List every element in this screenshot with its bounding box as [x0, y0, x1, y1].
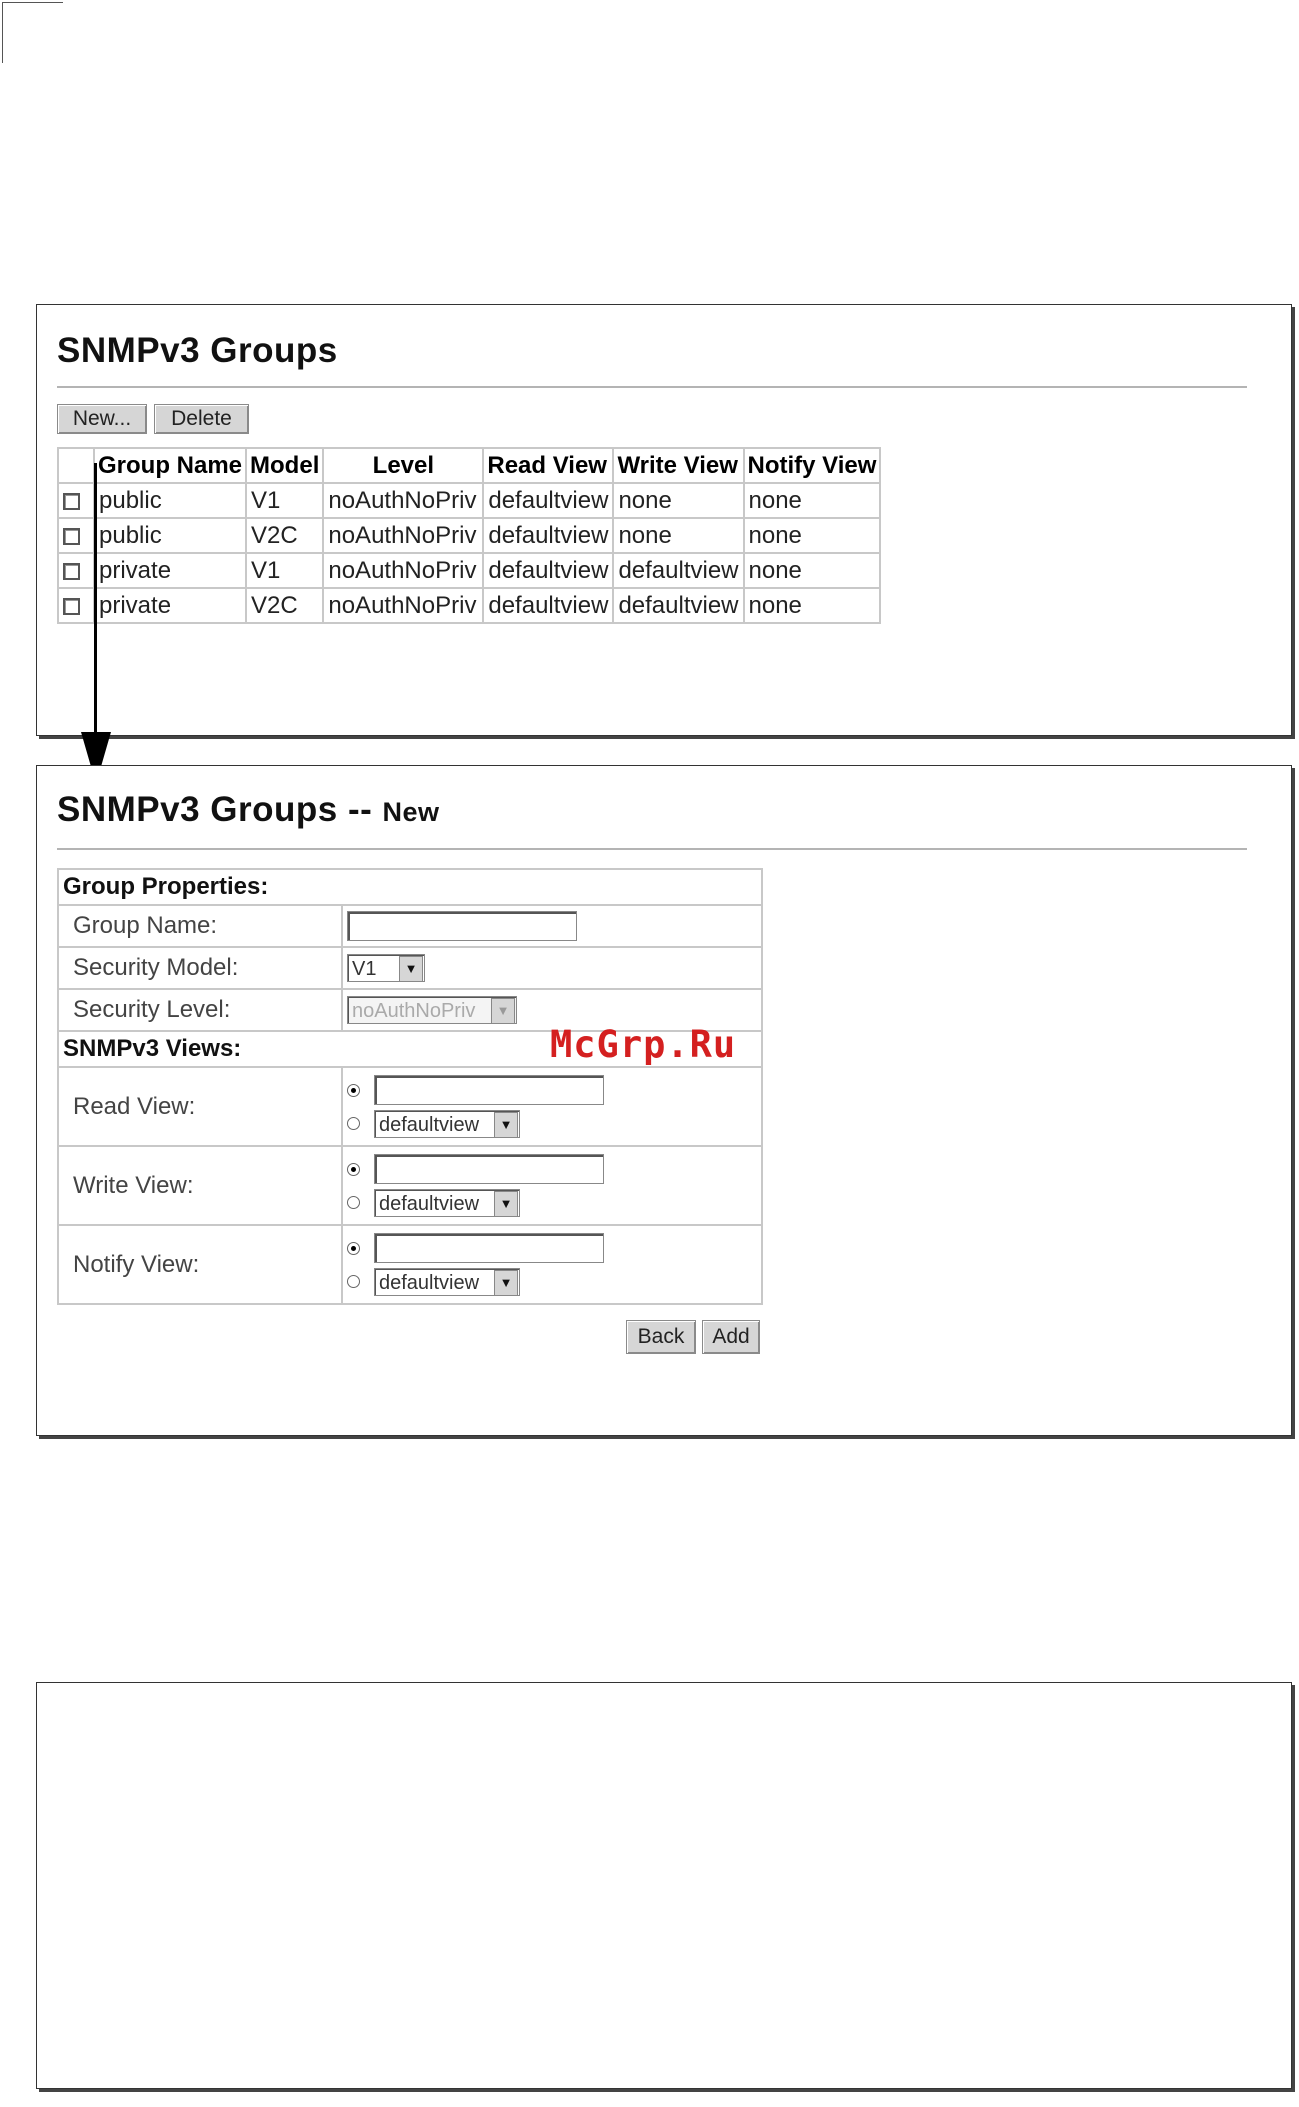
cell-model: V2C: [246, 518, 323, 553]
add-button[interactable]: Add: [702, 1320, 760, 1354]
read-view-custom-radio[interactable]: [347, 1084, 360, 1097]
cell-group-name: private: [94, 553, 246, 588]
chevron-down-icon[interactable]: ▼: [494, 1270, 518, 1296]
cell-level: noAuthNoPriv: [323, 483, 483, 518]
read-view-select[interactable]: [374, 1110, 520, 1138]
cell-level: noAuthNoPriv: [323, 518, 483, 553]
cell-level: noAuthNoPriv: [323, 553, 483, 588]
title-divider: [57, 386, 1247, 388]
table-row: [58, 553, 880, 588]
cell-level: noAuthNoPriv: [323, 588, 483, 623]
column-header-read-view: Read View: [483, 448, 613, 483]
security-model-label: Security Model:: [58, 947, 342, 989]
read-view-select-value: defaultview: [379, 1113, 480, 1136]
cell-group-name: public: [94, 518, 246, 553]
title-divider: [57, 848, 1247, 850]
empty-panel: [36, 1682, 1292, 2089]
cell-model: V1: [246, 553, 323, 588]
cell-write-view: defaultview: [613, 588, 743, 623]
write-view-select[interactable]: [374, 1189, 520, 1217]
column-header-notify-view: Notify View: [744, 448, 881, 483]
chevron-down-icon: ▼: [491, 998, 515, 1024]
new-page-title-main: SNMPv3 Groups --: [57, 790, 373, 829]
write-view-label: Write View:: [58, 1146, 342, 1225]
security-level-select: [347, 996, 517, 1024]
security-level-label: Security Level:: [58, 989, 342, 1031]
delete-button[interactable]: Delete: [154, 404, 249, 434]
cell-write-view: none: [613, 483, 743, 518]
notify-view-select[interactable]: [374, 1268, 520, 1296]
notify-view-list-radio[interactable]: [347, 1275, 360, 1288]
new-page-title-suffix: New: [382, 797, 440, 827]
read-view-input[interactable]: [374, 1075, 604, 1105]
row-select-checkbox[interactable]: [63, 598, 80, 615]
row-select-checkbox[interactable]: [63, 493, 80, 510]
column-header-group-name: Group Name: [94, 448, 246, 483]
chevron-down-icon[interactable]: ▼: [494, 1112, 518, 1138]
column-header-model: Model: [246, 448, 323, 483]
snmpv3-views-heading: SNMPv3 Views:: [58, 1031, 762, 1067]
table-row: [58, 518, 880, 553]
cell-read-view: defaultview: [483, 588, 613, 623]
notify-view-custom-radio[interactable]: [347, 1242, 360, 1255]
row-select-checkbox[interactable]: [63, 528, 80, 545]
groups-table: [57, 447, 881, 624]
snmpv3-groups-panel: [36, 304, 1292, 736]
cell-write-view: defaultview: [613, 553, 743, 588]
write-view-input[interactable]: [374, 1154, 604, 1184]
notify-view-label: Notify View:: [58, 1225, 342, 1304]
group-properties-heading: Group Properties:: [58, 869, 762, 905]
group-name-label: Group Name:: [58, 905, 342, 947]
write-view-select-value: defaultview: [379, 1192, 480, 1215]
cell-model: V1: [246, 483, 323, 518]
watermark-text: McGrp.Ru: [550, 1023, 737, 1066]
chevron-down-icon[interactable]: ▼: [399, 956, 423, 982]
cell-notify-view: none: [744, 518, 881, 553]
cell-group-name: private: [94, 588, 246, 623]
read-view-label: Read View:: [58, 1067, 342, 1146]
table-row: [58, 483, 880, 518]
table-row: [58, 588, 880, 623]
page-corner-mark: [2, 2, 63, 63]
cell-group-name: public: [94, 483, 246, 518]
security-level-value: noAuthNoPriv: [352, 1000, 476, 1023]
snmpv3-groups-new-panel: [36, 765, 1292, 1436]
chevron-down-icon[interactable]: ▼: [494, 1191, 518, 1217]
page-title: SNMPv3 Groups: [57, 331, 338, 370]
column-header-level: Level: [323, 448, 483, 483]
cell-notify-view: none: [744, 588, 881, 623]
cell-notify-view: none: [744, 553, 881, 588]
notify-view-select-value: defaultview: [379, 1271, 480, 1294]
cell-read-view: defaultview: [483, 483, 613, 518]
security-model-select[interactable]: [347, 954, 425, 982]
read-view-list-radio[interactable]: [347, 1117, 360, 1130]
row-select-checkbox[interactable]: [63, 563, 80, 580]
column-header-write-view: Write View: [613, 448, 743, 483]
new-page-title: [57, 790, 440, 830]
cell-model: V2C: [246, 588, 323, 623]
cell-notify-view: none: [744, 483, 881, 518]
group-form-table: [57, 868, 763, 1305]
group-name-input[interactable]: [347, 911, 577, 941]
back-button[interactable]: Back: [626, 1320, 696, 1354]
new-button[interactable]: New...: [57, 404, 147, 434]
cell-write-view: none: [613, 518, 743, 553]
cell-read-view: defaultview: [483, 553, 613, 588]
write-view-custom-radio[interactable]: [347, 1163, 360, 1176]
write-view-list-radio[interactable]: [347, 1196, 360, 1209]
table-header-row: [58, 448, 880, 483]
security-model-value: V1: [352, 958, 377, 981]
cell-read-view: defaultview: [483, 518, 613, 553]
flow-arrow-line: [94, 463, 97, 733]
notify-view-input[interactable]: [374, 1233, 604, 1263]
select-column-header: [58, 448, 94, 483]
